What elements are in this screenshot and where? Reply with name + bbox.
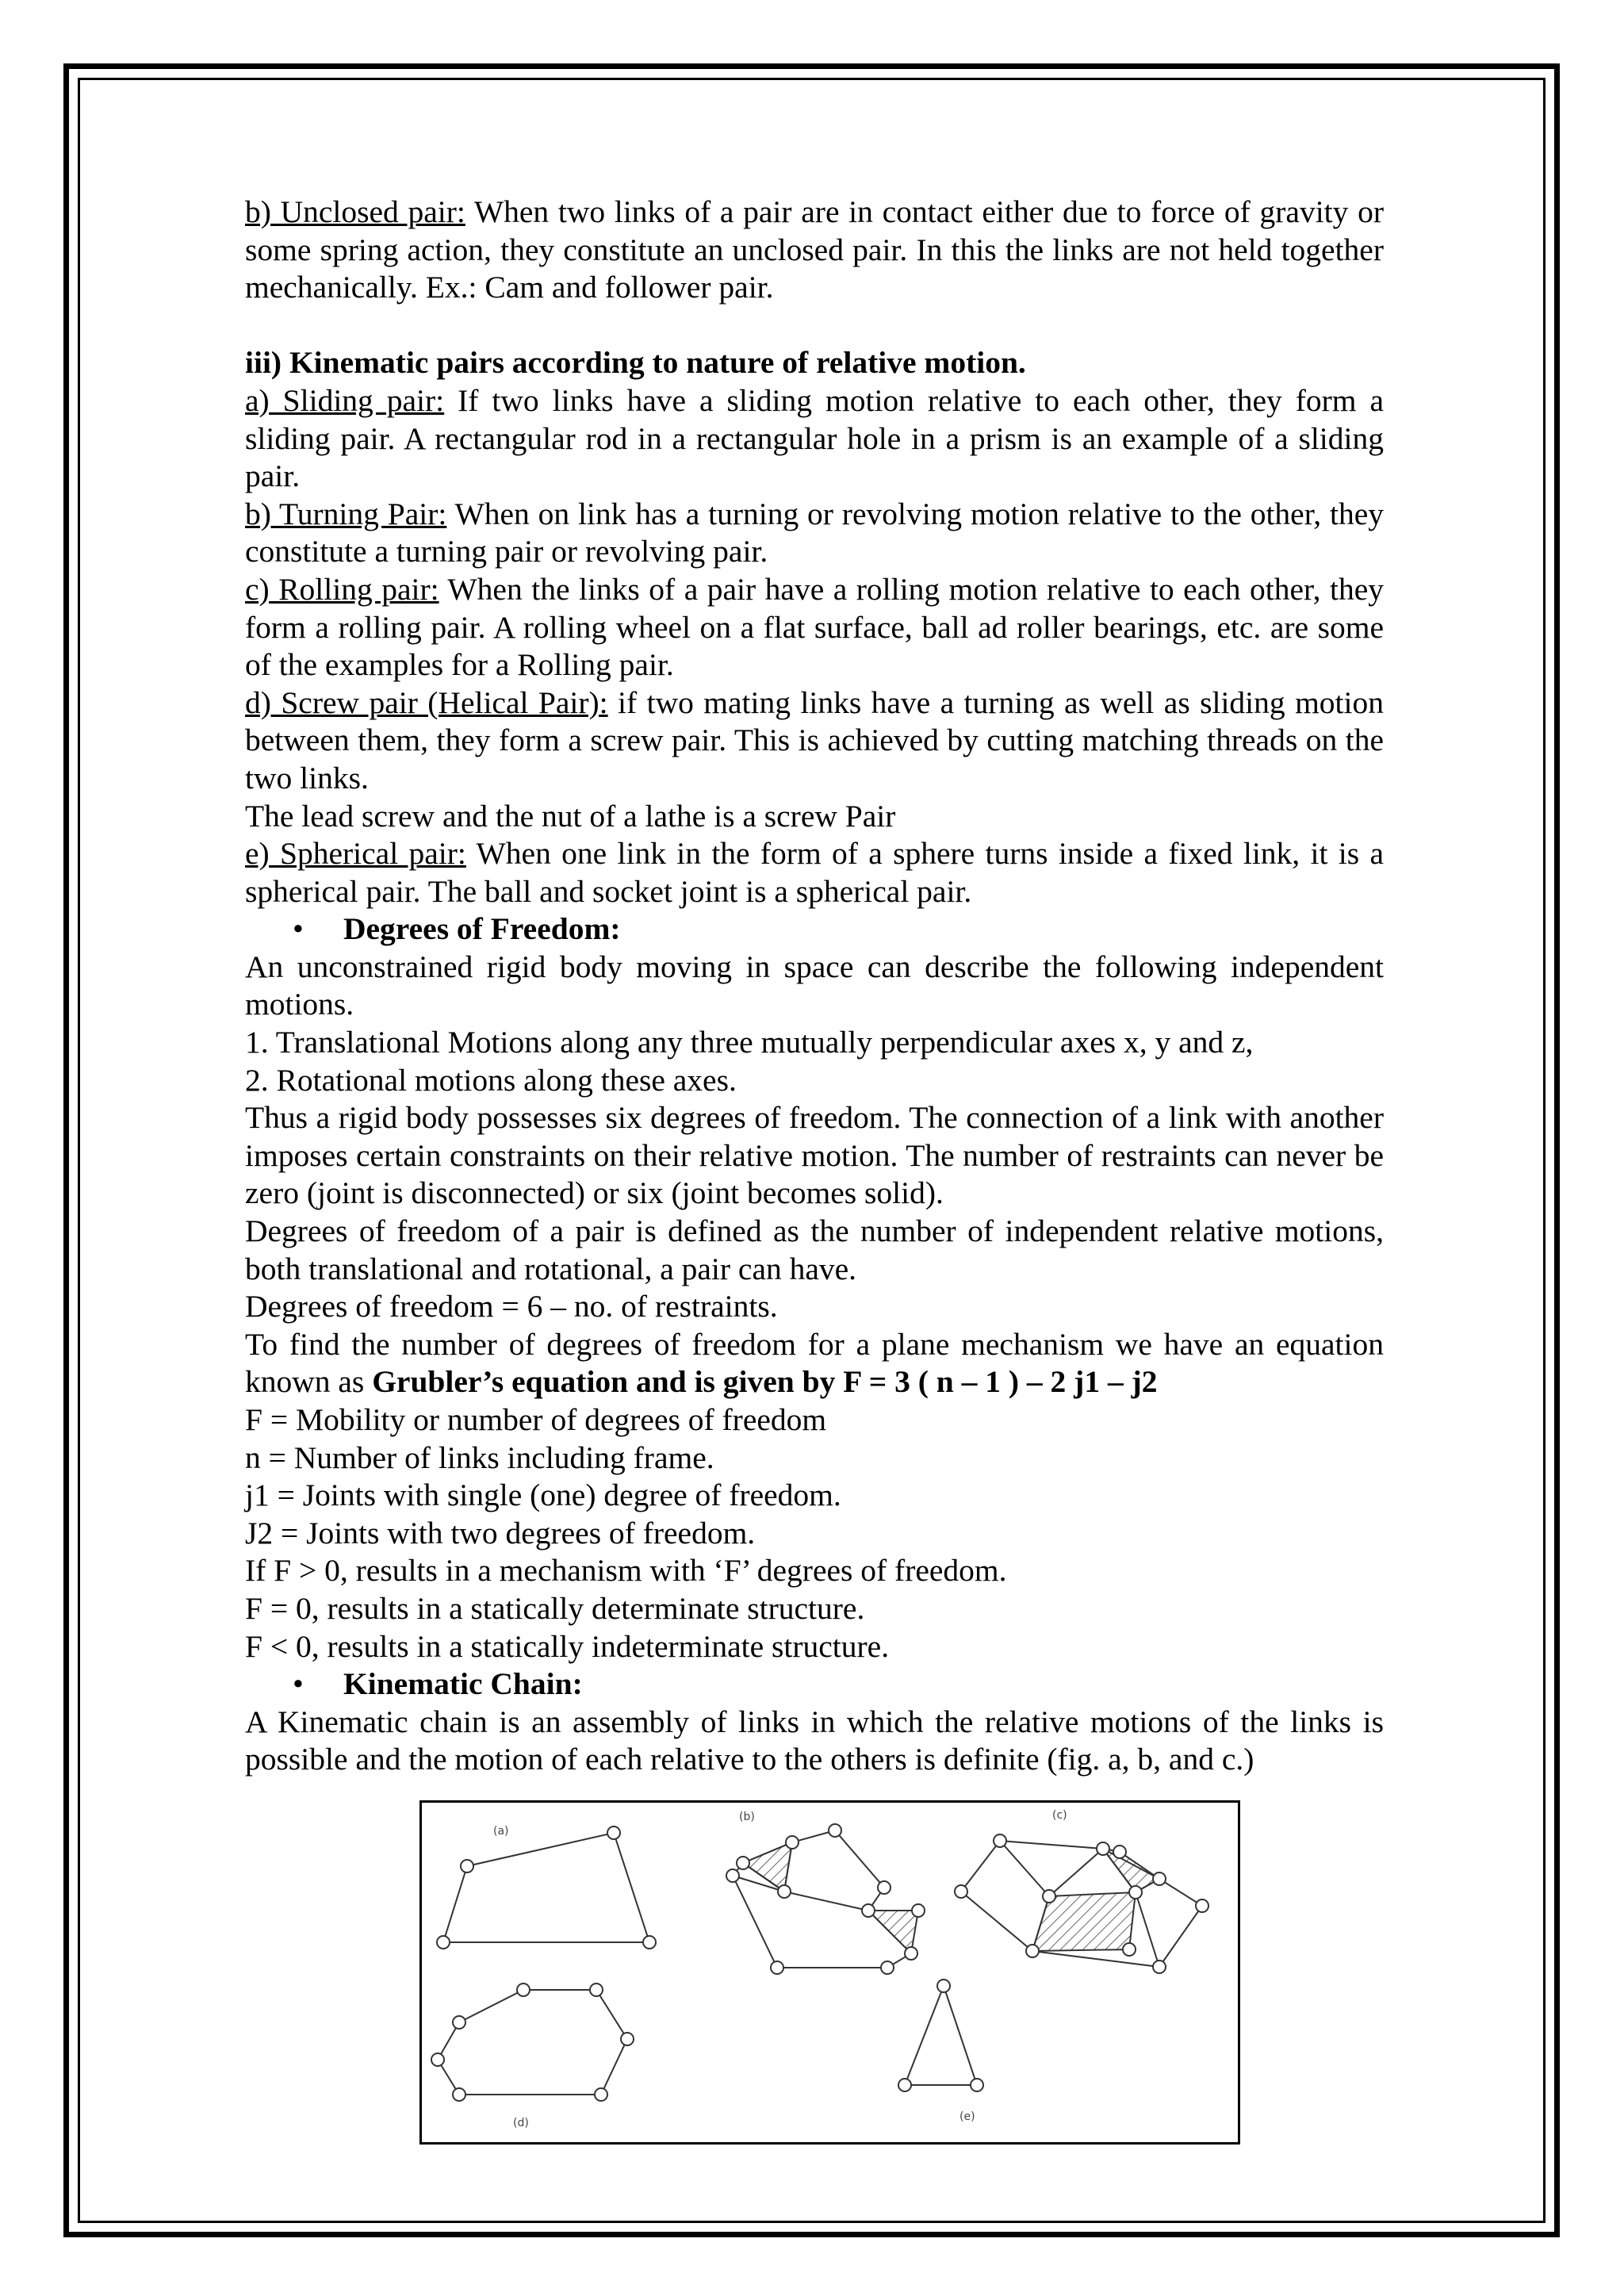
bullet-icon: •	[293, 911, 304, 947]
sliding-pair-paragraph	[245, 382, 1384, 496]
definition-n: n = Number of links including frame.	[245, 1439, 714, 1475]
unclosed-pair-text: When two links of a pair are in contact either due to force of gravity or some spring action, they constitute an unclosed pair. In this the links are not held together mechanically. Ex.: Cam and follower pair.	[245, 194, 1384, 305]
spherical-pair-paragraph	[245, 835, 1384, 910]
screw-pair-text: if two mating links have a turning as well as sliding motion between them, they form a screw pair. This is achieved by cutting matching threads on the two links.	[245, 684, 1384, 795]
chain-heading-item	[245, 1665, 1384, 1704]
dof-heading-item	[245, 910, 1384, 949]
document-body	[245, 194, 1384, 1779]
grubler-text: To find the number of degrees of freedom for a plane mechanism we have an equation known as	[245, 1326, 1384, 1400]
lead-screw-line: The lead screw and the nut of a lathe is a screw Pair	[245, 798, 896, 834]
definition-f: F = Mobility or number of degrees of freedom	[245, 1402, 827, 1437]
dof-item-1: 1. Translational Motions along any three mutually perpendicular axes x, y and z,	[245, 1025, 1254, 1060]
grubler-paragraph	[245, 1326, 1384, 1401]
bullet-icon: •	[293, 1666, 304, 1702]
screw-pair-paragraph	[245, 684, 1384, 798]
chain-heading: Kinematic Chain:	[343, 1666, 583, 1702]
result-negative: F < 0, results in a statically indeterminate structure.	[245, 1628, 890, 1664]
dof-heading: Degrees of Freedom:	[343, 911, 621, 947]
result-zero: F = 0, results in a statically determinate structure.	[245, 1590, 865, 1626]
figure-label-a: (a)	[493, 1825, 509, 1838]
joint-circles	[431, 1824, 1208, 2101]
figure-label-e: (e)	[959, 2110, 975, 2123]
grubler-equation: Grubler’s equation and is given by F = 3 ( n – 1 ) – 2 j1 – j2	[372, 1364, 1158, 1400]
chain-d-links	[438, 1990, 627, 2095]
chain-text: A Kinematic chain is an assembly of links in which the relative motions of the links is possible and the motion of each relative to the others is definite (fig. a, b, and c.)	[245, 1704, 1384, 1777]
figure-label-c: (c)	[1052, 1809, 1067, 1822]
dof-formula: Degrees of freedom = 6 – no. of restraints.	[245, 1289, 778, 1324]
screw-pair-heading: d) Screw pair (Helical Pair):	[245, 684, 608, 720]
spherical-pair-heading: e) Spherical pair:	[245, 836, 466, 872]
definition-j2: J2 = Joints with two degrees of freedom.	[245, 1515, 756, 1550]
figure-label-b: (b)	[739, 1811, 755, 1823]
unclosed-pair-heading: b) Unclosed pair:	[245, 194, 465, 229]
dof-paragraph-2: Degrees of freedom of a pair is defined as the number of independent relative motions, both translational and rotational, a pair can have.	[245, 1213, 1384, 1286]
chain-a-links	[443, 1833, 649, 1942]
turning-pair-paragraph	[245, 496, 1384, 571]
definition-j1: j1 = Joints with single (one) degree of freedom.	[245, 1478, 841, 1513]
kinematic-chain-diagrams	[422, 1803, 1243, 2147]
chain-e-links	[905, 1986, 977, 2085]
result-positive: If F > 0, results in a mechanism with ‘F’ degrees of freedom.	[245, 1553, 1007, 1589]
dof-intro: An unconstrained rigid body moving in space can describe the following independent motions.	[245, 949, 1384, 1022]
chain-b-links	[733, 1830, 911, 1968]
turning-pair-text: When on link has a turning or revolving motion relative to the other, they constitute a turning pair or revolving pair.	[245, 496, 1384, 569]
figure-label-d: (d)	[513, 2117, 529, 2129]
rolling-pair-heading: c) Rolling pair:	[245, 571, 439, 607]
sliding-pair-heading: a) Sliding pair:	[245, 382, 445, 418]
kinematic-chain-figure	[419, 1800, 1240, 2145]
unclosed-pair-paragraph	[245, 194, 1384, 307]
spacer	[245, 307, 1384, 345]
rolling-pair-text: When the links of a pair have a rolling motion relative to each other, they form a rolling pair. A rolling wheel on a flat surface, ball ad roller bearings, etc. are some of the examples for a Rolling pair.	[245, 571, 1385, 683]
section-iii-title: iii) Kinematic pairs according to nature of relative motion.	[245, 345, 1026, 381]
sliding-pair-text: If two links have a sliding motion relative to each other, they form a sliding pair. A rectangular rod in a rectangular hole in a prism is an example of a sliding pair.	[245, 382, 1384, 494]
dof-paragraph-1: Thus a rigid body possesses six degrees of freedom. The connection of a link with another imposes certain constraints on their relative motion. The number of restraints can never be zero (joint is disconnected) or six (joint becomes solid).	[245, 1100, 1384, 1211]
turning-pair-heading: b) Turning Pair:	[245, 496, 447, 531]
dof-item-2: 2. Rotational motions along these axes.	[245, 1062, 737, 1098]
rolling-pair-paragraph	[245, 571, 1384, 684]
spherical-pair-text: When one link in the form of a sphere turns inside a fixed link, it is a spherical pair. The ball and socket joint is a spherical pair.	[245, 836, 1384, 909]
